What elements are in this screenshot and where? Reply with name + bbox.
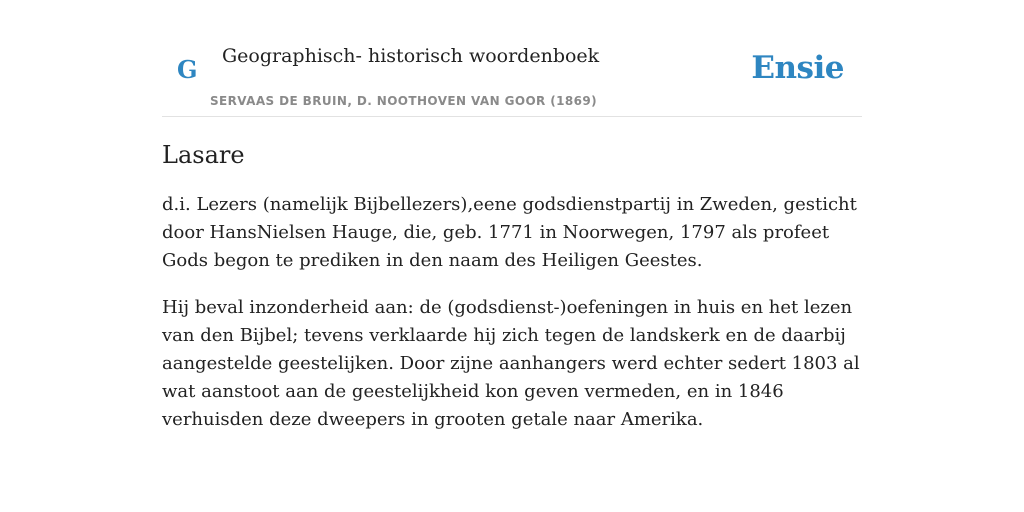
- dictionary-header: [162, 0, 862, 117]
- dictionary-title-link[interactable]: Geographisch- historisch woordenboek: [222, 45, 600, 67]
- ensie-brand-logo[interactable]: Ensie: [751, 50, 844, 86]
- entry-content: [162, 140, 868, 453]
- entry-title: Lasare: [162, 141, 245, 169]
- dictionary-authors: SERVAAS DE BRUIN, D. NOOTHOVEN VAN GOOR (1869): [210, 94, 598, 108]
- entry-paragraph-2: Hij beval inzonderheid aan: de (godsdienst-)oefeningen in huis en het lezen van den Bijbel; tevens verklaarde hij zich tegen de landskerk en de daarbij aangestelde geestelijken. Door zijne aanhangers werd echter sedert 1803 al wat aanstoot aan de geestelijkheid kon geven vermeden, en in 1846 verhuisden deze dweepers in grooten getale naar Amerika.: [162, 297, 860, 430]
- dictionary-logo-link[interactable]: G: [177, 55, 198, 84]
- entry-paragraph-1: d.i. Lezers (namelijk Bijbellezers),eene godsdienstpartij in Zweden, gesticht door HansNielsen Hauge, die, geb. 1771 in Noorwegen, 1797 als profeet Gods begon te prediken in den naam des Heiligen Geestes.: [162, 194, 857, 271]
